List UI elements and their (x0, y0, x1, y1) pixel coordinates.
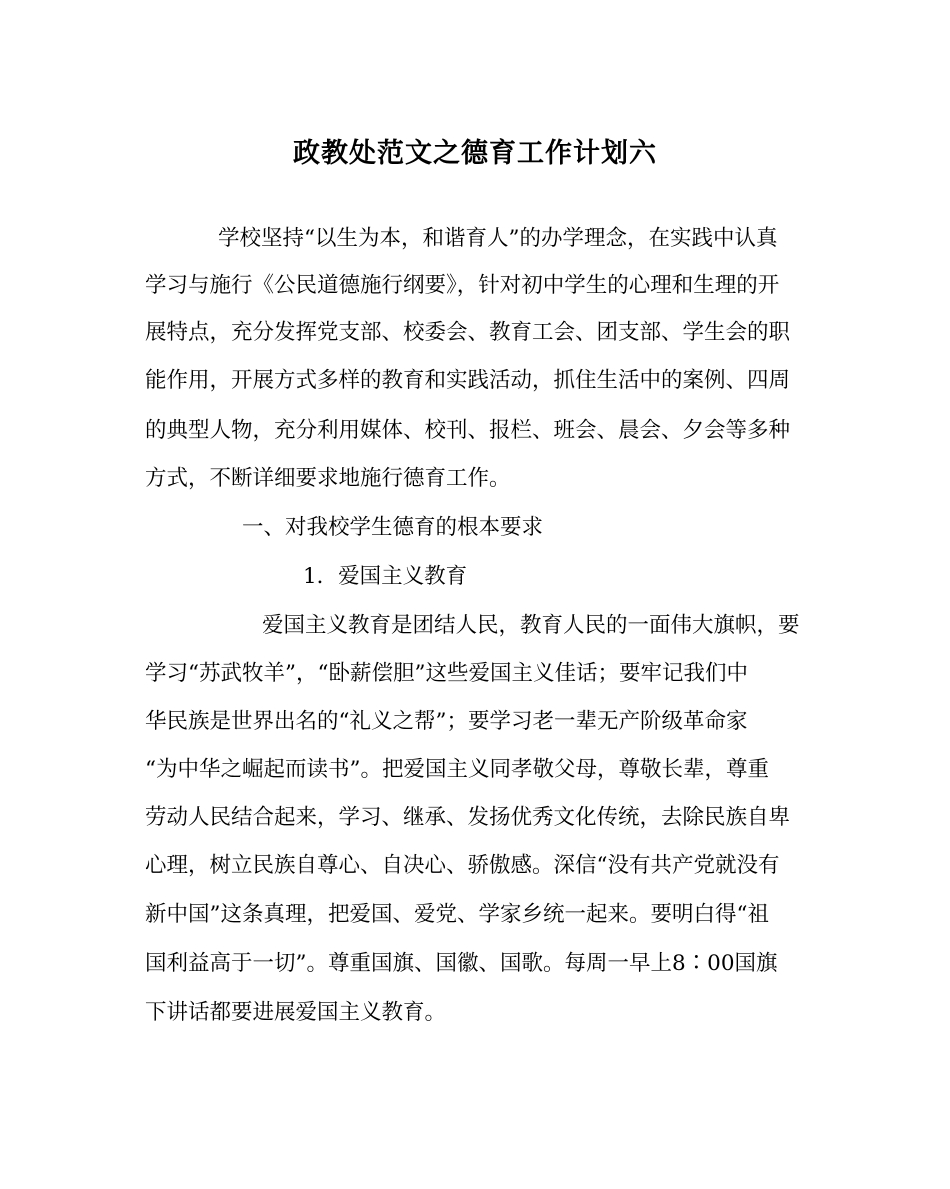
body-line: 学习“苏武牧羊”，“卧薪偿胆”这些爱国主义佳话；要牢记我们中 (145, 661, 748, 686)
intro-line: 学校坚持“以生为本，和谐育人”的办学理念，在实践中认真 (218, 226, 778, 251)
subsection-heading: 1．爱国主义教育 (303, 564, 468, 589)
body-line: 华民族是世界出名的“礼义之帮”；要学习老一辈无产阶级革命家 (145, 709, 748, 734)
intro-line: 学习与施行《公民道德施行纲要》，针对初中学生的心理和生理的开 (145, 273, 780, 298)
intro-line: 展特点，充分发挥党支部、校委会、教育工会、团支部、学生会的职 (145, 320, 791, 345)
body-line: “为中华之崛起而读书”。把爱国主义同孝敬父母，尊敬长辈，尊重 (145, 757, 769, 782)
section-heading: 一、对我校学生德育的根本要求 (242, 515, 544, 540)
body-line: 国利益高于一切”。尊重国旗、国徽、国歌。每周一早上8∶00国旗 (145, 951, 778, 976)
body-line: 爱国主义教育是团结人民，教育人民的一面伟大旗帜，要 (262, 613, 800, 638)
intro-line: 方式，不断详细要求地施行德育工作。 (145, 466, 511, 491)
body-line: 下讲话都要进展爱国主义教育。 (145, 1000, 447, 1025)
body-line: 新中国”这条真理，把爱国、爱党、学家乡统一起来。要明白得“祖 (145, 902, 769, 927)
body-line: 劳动人民结合起来，学习、继承、发扬优秀文化传统，去除民族自卑 (145, 805, 791, 830)
body-line: 心理，树立民族自尊心、自决心、骄傲感。深信“没有共产党就没有 (145, 853, 780, 878)
intro-line: 能作用，开展方式多样的教育和实践活动，抓住生活中的案例、四周 (145, 368, 791, 393)
intro-line: 的典型人物，充分利用媒体、校刊、报栏、班会、晨会、夕会等多种 (145, 418, 791, 443)
document-title: 政教处范文之德育工作计划六 (293, 138, 657, 169)
